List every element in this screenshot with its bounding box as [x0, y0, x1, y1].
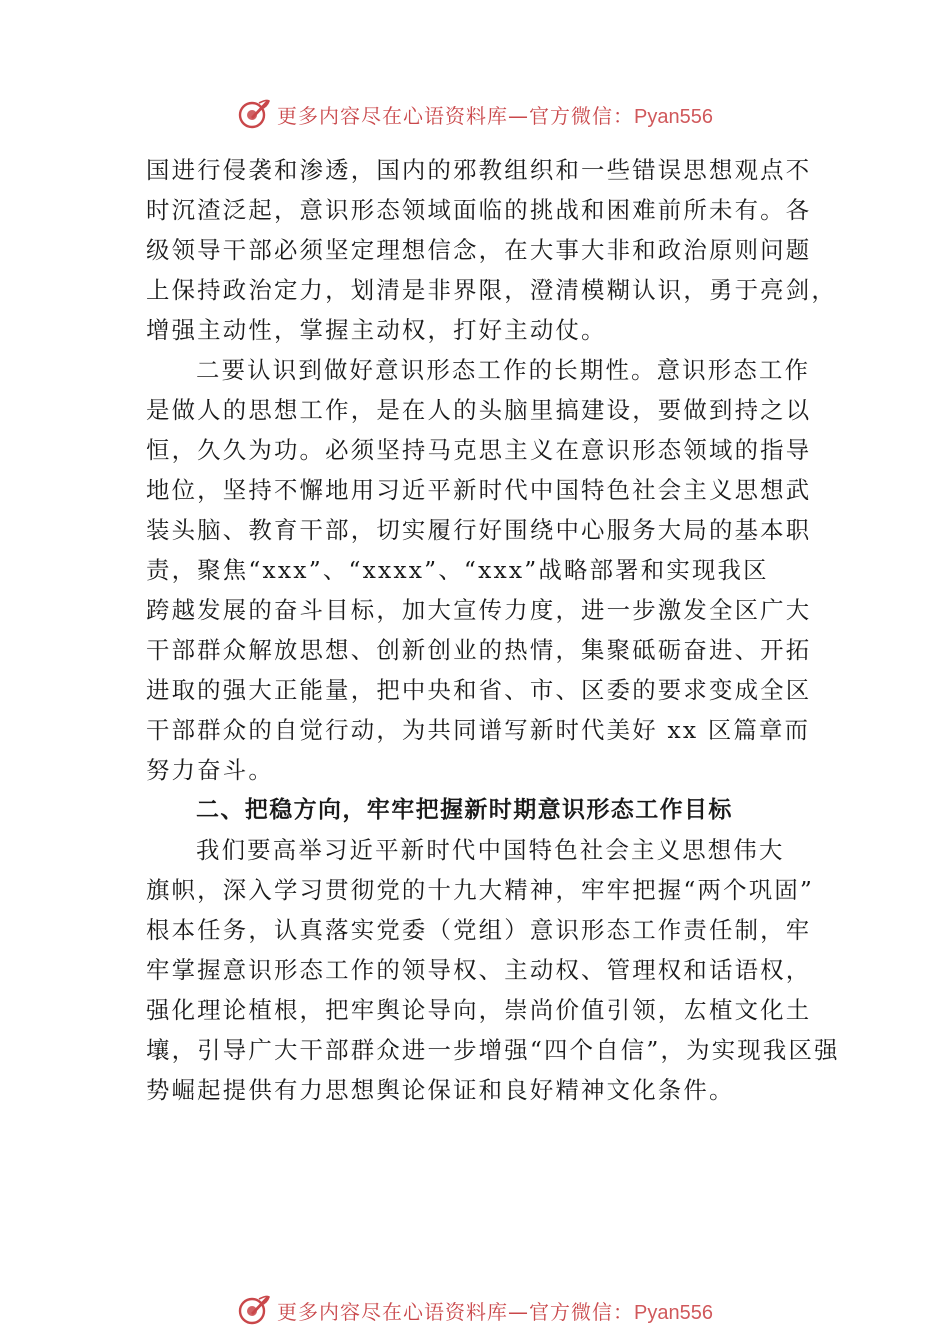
- text-line: 牢掌握意识形态工作的领导权、主动权、管理权和话语权，: [146, 956, 812, 984]
- text-line: 上保持政治定力，划清是非界限，澄清模糊认识，勇于亮剑，: [146, 276, 837, 304]
- text-line: 时沉渣泛起，意识形态领域面临的挑战和困难前所未有。各: [146, 196, 812, 224]
- paragraph-1: [146, 150, 837, 350]
- text-line: 责，聚焦“xxx”、“xxxx”、“xxx”战略部署和实现我区: [146, 556, 769, 584]
- banner-wechat-label: 官方微信：: [529, 103, 635, 128]
- footer-banner: [0, 1290, 950, 1330]
- banner-wechat-label: 官方微信：: [529, 1299, 635, 1324]
- banner-title: 更多内容尽在心语资料库: [277, 1299, 509, 1324]
- text-line: 旗帜，深入学习贯彻党的十九大精神，牢牢把握“两个巩固”: [146, 876, 815, 904]
- text-line: 二要认识到做好意识形态工作的长期性。意识形态工作: [196, 356, 811, 384]
- text-line: 是做人的思想工作，是在人的头脑里搞建设，要做到持之以: [146, 396, 812, 424]
- paragraph-3: [146, 830, 840, 1110]
- header-banner: [0, 94, 950, 134]
- text-line: 努力奋斗。: [146, 756, 274, 784]
- banner-text: [277, 100, 713, 129]
- text-line: 地位，坚持不懈地用习近平新时代中国特色社会主义思想武: [146, 476, 812, 504]
- text-line: 壤，引导广大干部群众进一步增强“四个自信”，为实现我区强: [146, 1036, 840, 1064]
- text-line: 我们要高举习近平新时代中国特色社会主义思想伟大: [196, 836, 785, 864]
- section-heading: [146, 790, 810, 830]
- text-line: 根本任务，认真落实党委（党组）意识形态工作责任制，牢: [146, 916, 812, 944]
- text-line: 强化理论植根，把牢舆论导向，崇尚价值引领，厷植文化土: [146, 996, 812, 1024]
- text-line: 干部群众的自觉行动，为共同谱写新时代美好 xx 区篇章而: [146, 716, 811, 744]
- text-line: 恒，久久为功。必须坚持马克思主义在意识形态领域的指导: [146, 436, 812, 464]
- document-body: [146, 150, 840, 1110]
- quill-logo-icon: [237, 97, 271, 131]
- banner-separator: —: [508, 1299, 530, 1324]
- text-line: 跨越发展的奋斗目标，加大宣传力度，进一步激发全区广大: [146, 596, 812, 624]
- text-line: 国进行侵袭和渗透，国内的邪教组织和一些错误思想观点不: [146, 156, 812, 184]
- text-line: 增强主动性，掌握主动权，打好主动仗。: [146, 316, 607, 344]
- heading-text: 二、把稳方向，牢牢把握新时期意识形态工作目标: [196, 797, 733, 823]
- paragraph-2: [146, 350, 810, 790]
- text-line: 干部群众解放思想、创新创业的热情，集聚砥砺奋进、开拓: [146, 636, 812, 664]
- banner-text: [277, 1296, 713, 1325]
- text-line: 势崛起提供有力思想舆论保证和良好精神文化条件。: [146, 1076, 735, 1104]
- banner-wechat-id: Pyan556: [634, 105, 713, 128]
- banner-title: 更多内容尽在心语资料库: [277, 103, 509, 128]
- quill-logo-icon: [237, 1293, 271, 1327]
- text-line: 装头脑、教育干部，切实履行好围绕中心服务大局的基本职: [146, 516, 812, 544]
- banner-separator: —: [508, 103, 530, 128]
- text-line: 进取的强大正能量，把中央和省、市、区委的要求变成全区: [146, 676, 812, 704]
- text-line: 级领导干部必须坚定理想信念，在大事大非和政治原则问题: [146, 236, 812, 264]
- banner-wechat-id: Pyan556: [634, 1301, 713, 1324]
